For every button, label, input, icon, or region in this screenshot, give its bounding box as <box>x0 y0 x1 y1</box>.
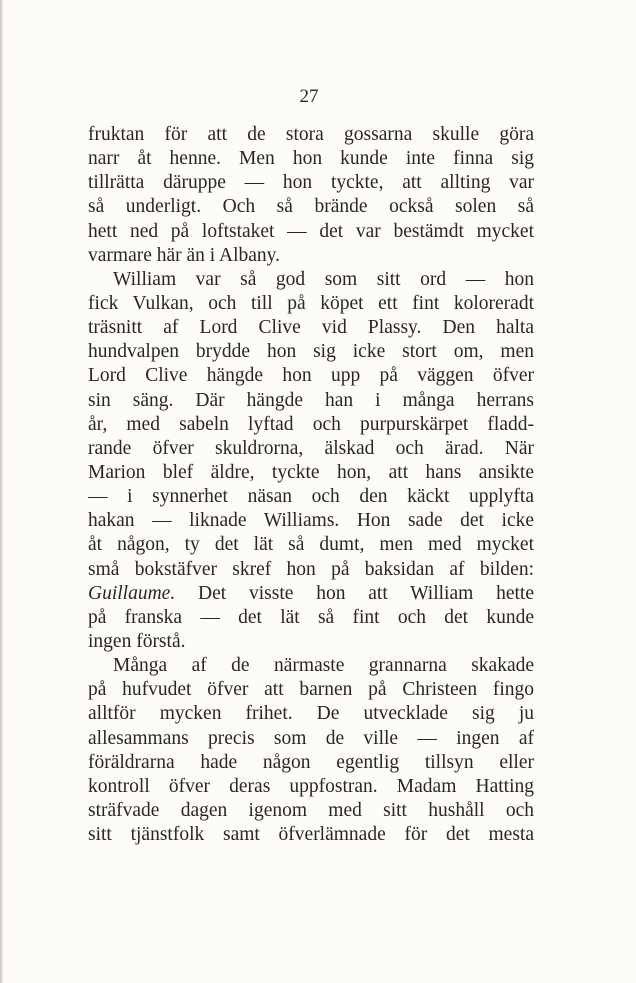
text-line: sin säng. Där hängde han i många herrans <box>88 389 534 411</box>
text-line: Lord Clive hängde hon upp på väggen öfver <box>88 365 534 387</box>
text-line: tillrätta däruppe — hon tyckte, att allting var <box>88 172 534 194</box>
italic-word: Guillaume. <box>88 582 176 604</box>
text-line: sträfvade dagen igenom med sitt hushåll och <box>88 799 534 821</box>
text-line: små bokstäfver skref hon på baksidan af bilden: <box>88 558 534 580</box>
text-line: kontroll öfver deras uppfostran. Madam Hatting <box>88 775 534 797</box>
text-line: allesammans precis som de ville — ingen af <box>88 727 534 749</box>
text-line: alltför mycken frihet. De utvecklade sig ju <box>88 703 534 725</box>
text-line <box>88 582 534 606</box>
text-line: sitt tjänstfolk samt öfverlämnade för det mesta <box>88 824 534 846</box>
text-line-rest: Det visste hon att William hette <box>198 582 534 604</box>
text-line: föräldrarna hade någon egentlig tillsyn eller <box>88 751 534 773</box>
text-line: rande öfver skuldrorna, älskad och ärad. När <box>88 437 534 459</box>
text-line: på franska — det lät så fint och det kunde <box>88 606 534 628</box>
text-line: hakan — liknade Williams. Hon sade det icke <box>88 510 534 532</box>
text-line: hundvalpen brydde hon sig icke stort om, men <box>88 341 534 363</box>
text-line: på hufvudet öfver att barnen på Christeen fingo <box>88 679 534 701</box>
text-line: hett ned på loftstaket — det var bestämdt mycket <box>88 220 534 242</box>
text-line: ingen förstå. <box>88 630 186 652</box>
text-line: narr åt henne. Men hon kunde inte finna sig <box>88 148 534 170</box>
page-number: 27 <box>299 86 319 107</box>
text-line: fick Vulkan, och till på köpet ett fint koloreradt <box>88 292 534 314</box>
text-line: — i synnerhet näsan och den käckt upplyfta <box>88 486 534 508</box>
paragraph-start-line: William var så god som sitt ord — hon <box>113 268 534 290</box>
body-text <box>88 123 534 847</box>
page-binding-edge <box>0 0 4 983</box>
text-line: träsnitt af Lord Clive vid Plassy. Den halta <box>88 317 534 339</box>
text-line: varmare här än i Albany. <box>88 244 281 266</box>
text-line: Marion blef äldre, tyckte hon, att hans ansikte <box>88 461 534 483</box>
text-line: år, med sabeln lyftad och purpurskärpet fladd- <box>88 413 534 435</box>
paragraph-start-line: Många af de närmaste grannarna skakade <box>113 655 534 677</box>
text-line: åt någon, ty det lät så dumt, men med mycket <box>88 534 534 556</box>
text-line: fruktan för att de stora gossarna skulle göra <box>88 124 534 145</box>
text-line: så underligt. Och så brände också solen så <box>88 196 534 218</box>
